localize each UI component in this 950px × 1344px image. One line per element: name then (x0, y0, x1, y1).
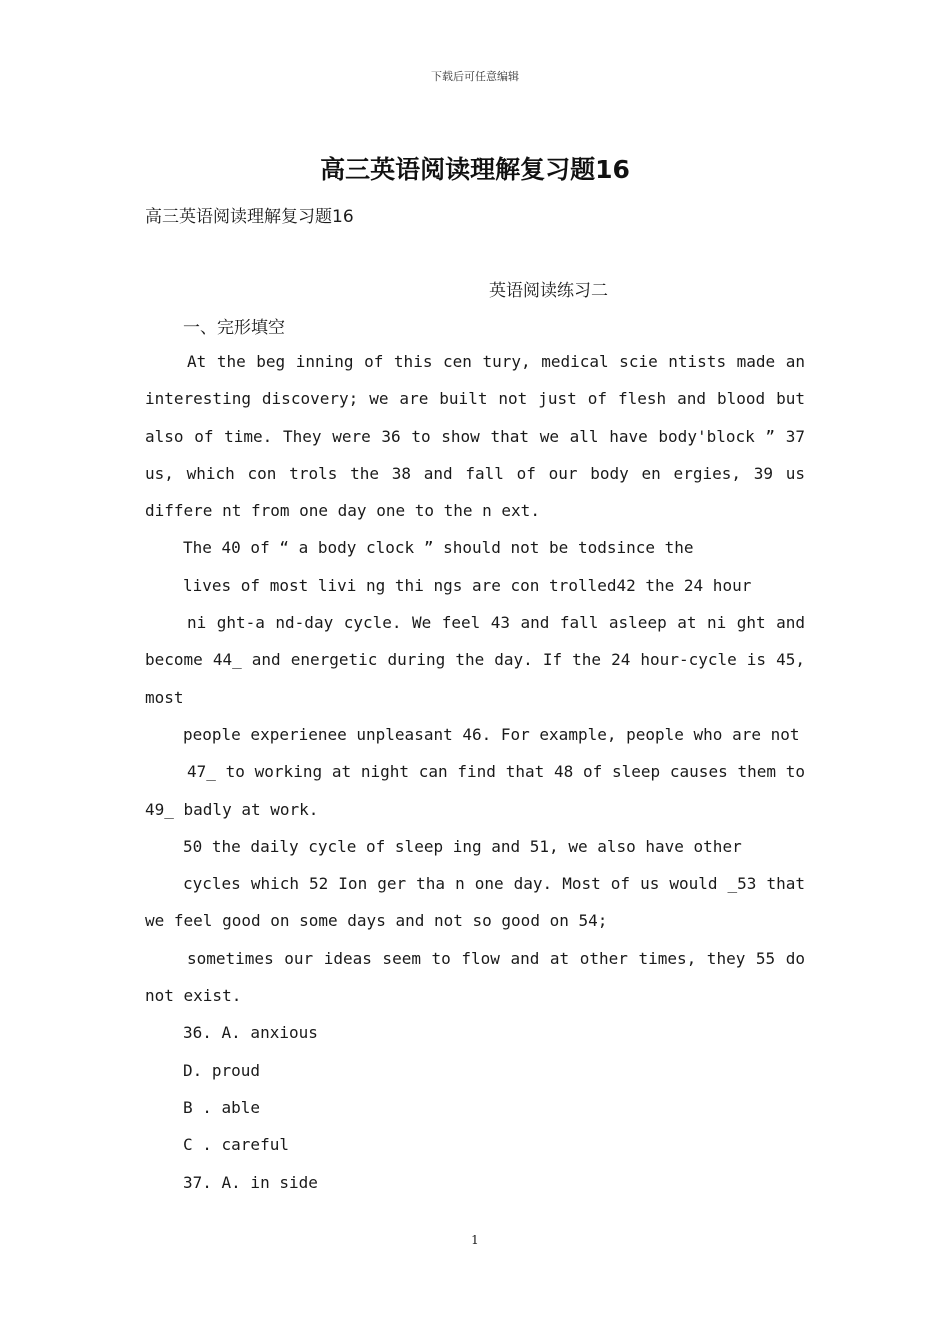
passage-line: become 44_ and energetic during the day. If the 24 hour-cycle is 45, (145, 650, 805, 670)
cloze-passage (145, 343, 805, 1201)
option-item: D. proud (183, 1060, 261, 1080)
passage-line: ni ght-a nd-day cycle. We feel 43 and fall asleep at ni ght and (187, 613, 805, 633)
passage-line: The 40 of “ a body clock ” should not be todsince the (183, 538, 694, 558)
option-item: 36. A. anxious (183, 1023, 318, 1043)
passage-line: 50 the daily cycle of sleep ing and 51, we also have other (183, 836, 742, 856)
passage-line: most (145, 687, 184, 707)
option-item: B . able (183, 1097, 261, 1117)
document-subtitle: 高三英语阅读理解复习题16 (145, 207, 354, 227)
part-heading: 一、完形填空 (183, 318, 285, 338)
passage-line: we feel good on some days and not so good on 54; (145, 911, 608, 931)
passage-line: sometimes our ideas seem to flow and at other times, they 55 do (187, 948, 805, 968)
passage-line: also of time. They were 36 to show that we all have body'block ” 37 (145, 426, 805, 446)
section-heading: 英语阅读练习二 (489, 281, 608, 301)
passage-line: us, which con trols the 38 and fall of our body en ergies, 39 us (145, 463, 805, 483)
passage-line: people experienee unpleasant 46. For example, people who are not (183, 724, 800, 744)
passage-line: 49_ badly at work. (145, 799, 319, 819)
option-item: C . careful (183, 1135, 289, 1155)
page-number: 1 (471, 1233, 479, 1247)
header-note: 下载后可任意编辑 (431, 70, 519, 83)
passage-line: 47_ to working at night can find that 48 of sleep causes them to (187, 762, 805, 782)
passage-line: lives of most livi ng thi ngs are con trolled42 the 24 hour (183, 575, 752, 595)
passage-line: interesting discovery; we are built not just of flesh and blood but (145, 389, 805, 409)
option-item: 37. A. in side (183, 1172, 318, 1192)
passage-line: not exist. (145, 986, 242, 1006)
document-title: 高三英语阅读理解复习题16 (320, 155, 630, 184)
passage-line: At the beg inning of this cen tury, medical scie ntists made an (187, 352, 805, 371)
passage-line: cycles which 52 Ion ger tha n one day. Most of us would _53 that (183, 874, 805, 894)
passage-line: differe nt from one day one to the n ext. (145, 501, 540, 521)
